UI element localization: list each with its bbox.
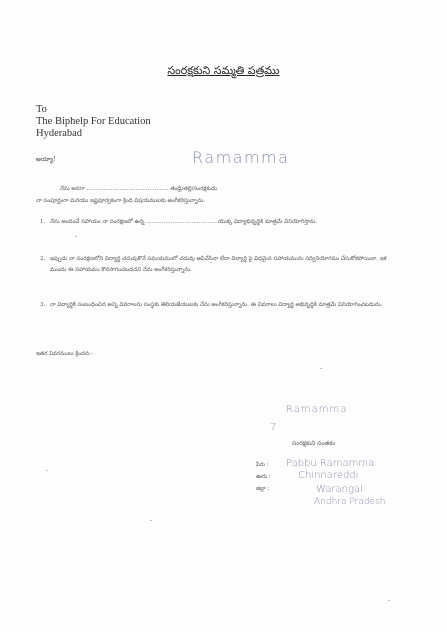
handwritten-mark: 7 xyxy=(270,422,277,433)
form-title: సంరక్షకుని సమ్మతి పత్రము xyxy=(167,64,280,77)
scan-speck xyxy=(46,470,48,471)
consent-item xyxy=(40,217,390,228)
detail-label: ఊరు : xyxy=(256,474,271,480)
scan-speck xyxy=(388,600,390,601)
intro-line-2: నా సంపూర్ణంగా మరియు ఇష్టపూర్వకంగా క్రింది విషయములకు అంగీకరిస్తున్నాను. xyxy=(36,198,206,204)
handwritten-guardian-name: Ramamma xyxy=(192,148,290,167)
recipient-address xyxy=(36,104,151,140)
address-line: Hyderabad xyxy=(36,128,83,139)
item-number: 1. xyxy=(40,219,46,225)
item-number: 3. xyxy=(40,302,46,308)
consent-item xyxy=(40,300,390,311)
item-text: నా విద్యార్థికి సంబంధించిన అన్ని వివరాలను సంస్థకు తెలియజేయుటకు నేను అంగీకరిస్తున్నాను. ఈ వివరాలు విద్యార్థి అభివృద్ధికి మాత్రమే వినియోగించబడును. xyxy=(50,302,383,308)
signature-label: సంరక్షకుని సంతకం xyxy=(292,440,336,447)
scan-speck xyxy=(210,262,212,263)
guardian-signature: Ramamma xyxy=(286,404,348,415)
intro-line-1: నేను అనగా ............................................... తండ్రి/తల్లి/సంరక్షకుడు xyxy=(60,186,218,192)
scan-speck xyxy=(320,368,322,369)
item-text: ఇప్పుడు నా సంరక్షణలోని విద్యార్థి చదువుకొనే సమయములో చదువు ఆపివేసినా లేదా విద్యార్థి పై విధమైన సహాయమును సద్వినియోగము చేసుకోకపోయినా, ఇక ముందు ఈ సహాయము కొనసాగించబడదని నేను అంగీకరిస్తున్నాను. xyxy=(50,256,387,273)
detail-value: Andhra Pradesh xyxy=(314,497,386,507)
detail-value: Chinnareddi xyxy=(298,470,359,481)
detail-label: జిల్లా : xyxy=(256,486,270,492)
address-line: The Biphelp For Education xyxy=(36,116,151,127)
item-text: నేను అందించే సహాయం నా సంరక్షణలో ఉన్న .........................................యొక్క విద్యాభివృద్ధికి మాత్రమే వినియోగిస్తాను. xyxy=(50,219,318,225)
detail-value: Warangal xyxy=(316,484,363,495)
address-line: To xyxy=(36,104,47,115)
scan-speck xyxy=(75,236,77,237)
item-number: 2. xyxy=(40,256,46,262)
consent-item xyxy=(40,254,390,276)
scan-speck xyxy=(150,520,152,521)
detail-value: Pabbu Ramamma xyxy=(286,458,375,469)
detail-label: పేరు : xyxy=(256,462,269,468)
salutation: అయ్యా! xyxy=(36,156,56,163)
footer-note: ఇతర వివరములు క్రిందన:- xyxy=(36,351,93,357)
